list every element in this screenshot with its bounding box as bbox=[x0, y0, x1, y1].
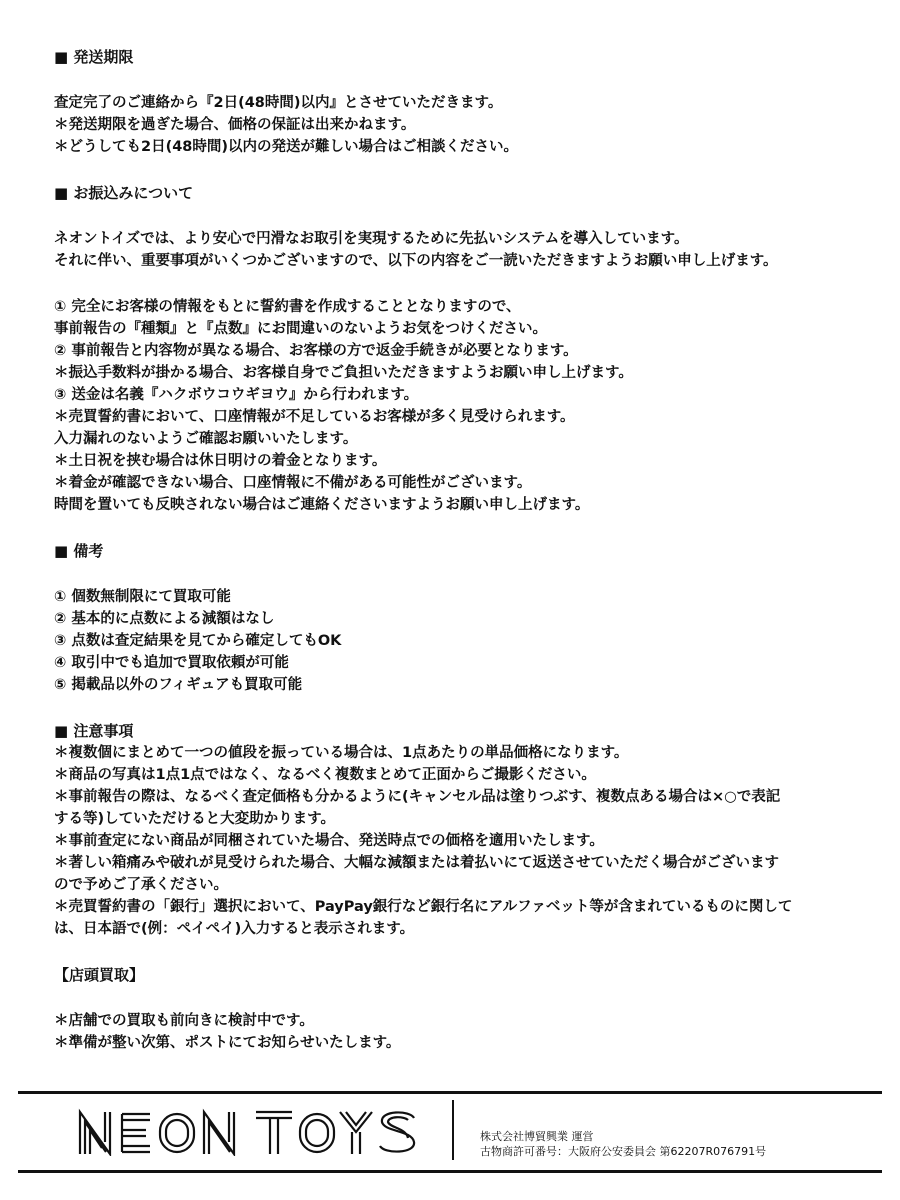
paragraph-payment-items bbox=[54, 296, 864, 516]
text-line: ① 個数無制限にて買取可能 bbox=[54, 589, 231, 605]
section-title-cautions: ■ 注意事項 bbox=[54, 722, 134, 740]
paragraph-payment-intro bbox=[54, 228, 864, 272]
text-line: 事前報告の『種類』と『点数』にお間違いのないようお気をつけください。 bbox=[54, 321, 547, 337]
neon-toys-logo bbox=[76, 1108, 426, 1156]
license-number: 古物商許可番号：大阪府公安委員会 第62207R076791号 bbox=[480, 1145, 767, 1158]
footer bbox=[18, 1091, 882, 1173]
text-line: する等)していただけると大変助かります。 bbox=[54, 811, 335, 827]
text-line: 査定完了のご連絡から『2日(48時間)以内』とさせていただきます。 bbox=[54, 95, 503, 111]
text-line: ④ 取引中でも追加で買取依頼が可能 bbox=[54, 655, 289, 671]
text-line: ② 事前報告と内容物が異なる場合、お客様の方で返金手続きが必要となります。 bbox=[54, 343, 578, 359]
section-title-shipping-deadline: ■ 発送期限 bbox=[54, 48, 134, 66]
company-info bbox=[480, 1129, 766, 1159]
text-line: ＊準備が整い次第、ポストにてお知らせいたします。 bbox=[54, 1035, 401, 1051]
text-line: ② 基本的に点数による減額はなし bbox=[54, 611, 275, 627]
text-line: 入力漏れのないようご確認お願いいたします。 bbox=[54, 431, 358, 447]
text-line: ＊着金が確認できない場合、口座情報に不備がある可能性がございます。 bbox=[54, 475, 532, 491]
text-line: ので予めご了承ください。 bbox=[54, 877, 228, 893]
text-line: は、日本語で(例：ペイペイ)入力すると表示されます。 bbox=[54, 921, 415, 937]
company-name: 株式会社博貿興業 運営 bbox=[480, 1130, 594, 1143]
text-line: ＊売買誓約書において、口座情報が不足しているお客様が多く見受けられます。 bbox=[54, 409, 575, 425]
text-line: ＊どうしても2日(48時間)以内の発送が難しい場合はご相談ください。 bbox=[54, 139, 519, 155]
text-line: ＊売買誓約書の「銀行」選択において、PayPay銀行など銀行名にアルファベット等が含まれているものに関して bbox=[54, 899, 793, 915]
text-line: ネオントイズでは、より安心で円滑なお取引を実現するために先払いシステムを導入しています。 bbox=[54, 231, 689, 247]
paragraph-store-purchase bbox=[54, 1010, 864, 1054]
text-line: ① 完全にお客様の情報をもとに誓約書を作成することとなりますので、 bbox=[54, 299, 521, 315]
text-line: ＊事前報告の際は、なるべく査定価格も分かるように(キャンセル品は塗りつぶす、複数点ある場合は×○で表記 bbox=[54, 789, 781, 805]
text-line: ＊事前査定にない商品が同梱されていた場合、発送時点での価格を適用いたします。 bbox=[54, 833, 604, 849]
text-line: ③ 送金は名義『ハクボウコウギヨウ』から行われます。 bbox=[54, 387, 419, 403]
text-line: ＊土日祝を挟む場合は休日明けの着金となります。 bbox=[54, 453, 387, 469]
section-title-payment: ■ お振込みについて bbox=[54, 184, 194, 202]
text-line: ③ 点数は査定結果を見てから確定してもOK bbox=[54, 633, 342, 649]
text-line: ＊複数個にまとめて一つの値段を振っている場合は、1点あたりの単品価格になります。 bbox=[54, 745, 629, 761]
footer-divider bbox=[452, 1100, 454, 1160]
paragraph-notes bbox=[54, 586, 864, 696]
section-title-store-purchase: 【店頭買取】 bbox=[54, 966, 145, 984]
paragraph-cautions bbox=[54, 742, 864, 940]
document-body bbox=[54, 32, 864, 1078]
paragraph-shipping-deadline bbox=[54, 92, 864, 158]
text-line: ＊著しい箱痛みや破れが見受けられた場合、大幅な減額または着払いにて返送させていただく場合がございます bbox=[54, 855, 779, 871]
section-title-notes: ■ 備考 bbox=[54, 542, 104, 560]
text-line: ＊振込手数料が掛かる場合、お客様自身でご負担いただきますようお願い申し上げます。 bbox=[54, 365, 633, 381]
text-line: 時間を置いても反映されない場合はご連絡くださいますようお願い申し上げます。 bbox=[54, 497, 590, 513]
text-line: ⑤ 掲載品以外のフィギュアも買取可能 bbox=[54, 677, 303, 693]
text-line: ＊商品の写真は1点1点ではなく、なるべく複数まとめて正面からご撮影ください。 bbox=[54, 767, 596, 783]
text-line: ＊店舗での買取も前向きに検討中です。 bbox=[54, 1013, 314, 1029]
text-line: ＊発送期限を過ぎた場合、価格の保証は出来かねます。 bbox=[54, 117, 416, 133]
text-line: それに伴い、重要事項がいくつかございますので、以下の内容をご一読いただきますようお願い申し上げます。 bbox=[54, 253, 778, 269]
